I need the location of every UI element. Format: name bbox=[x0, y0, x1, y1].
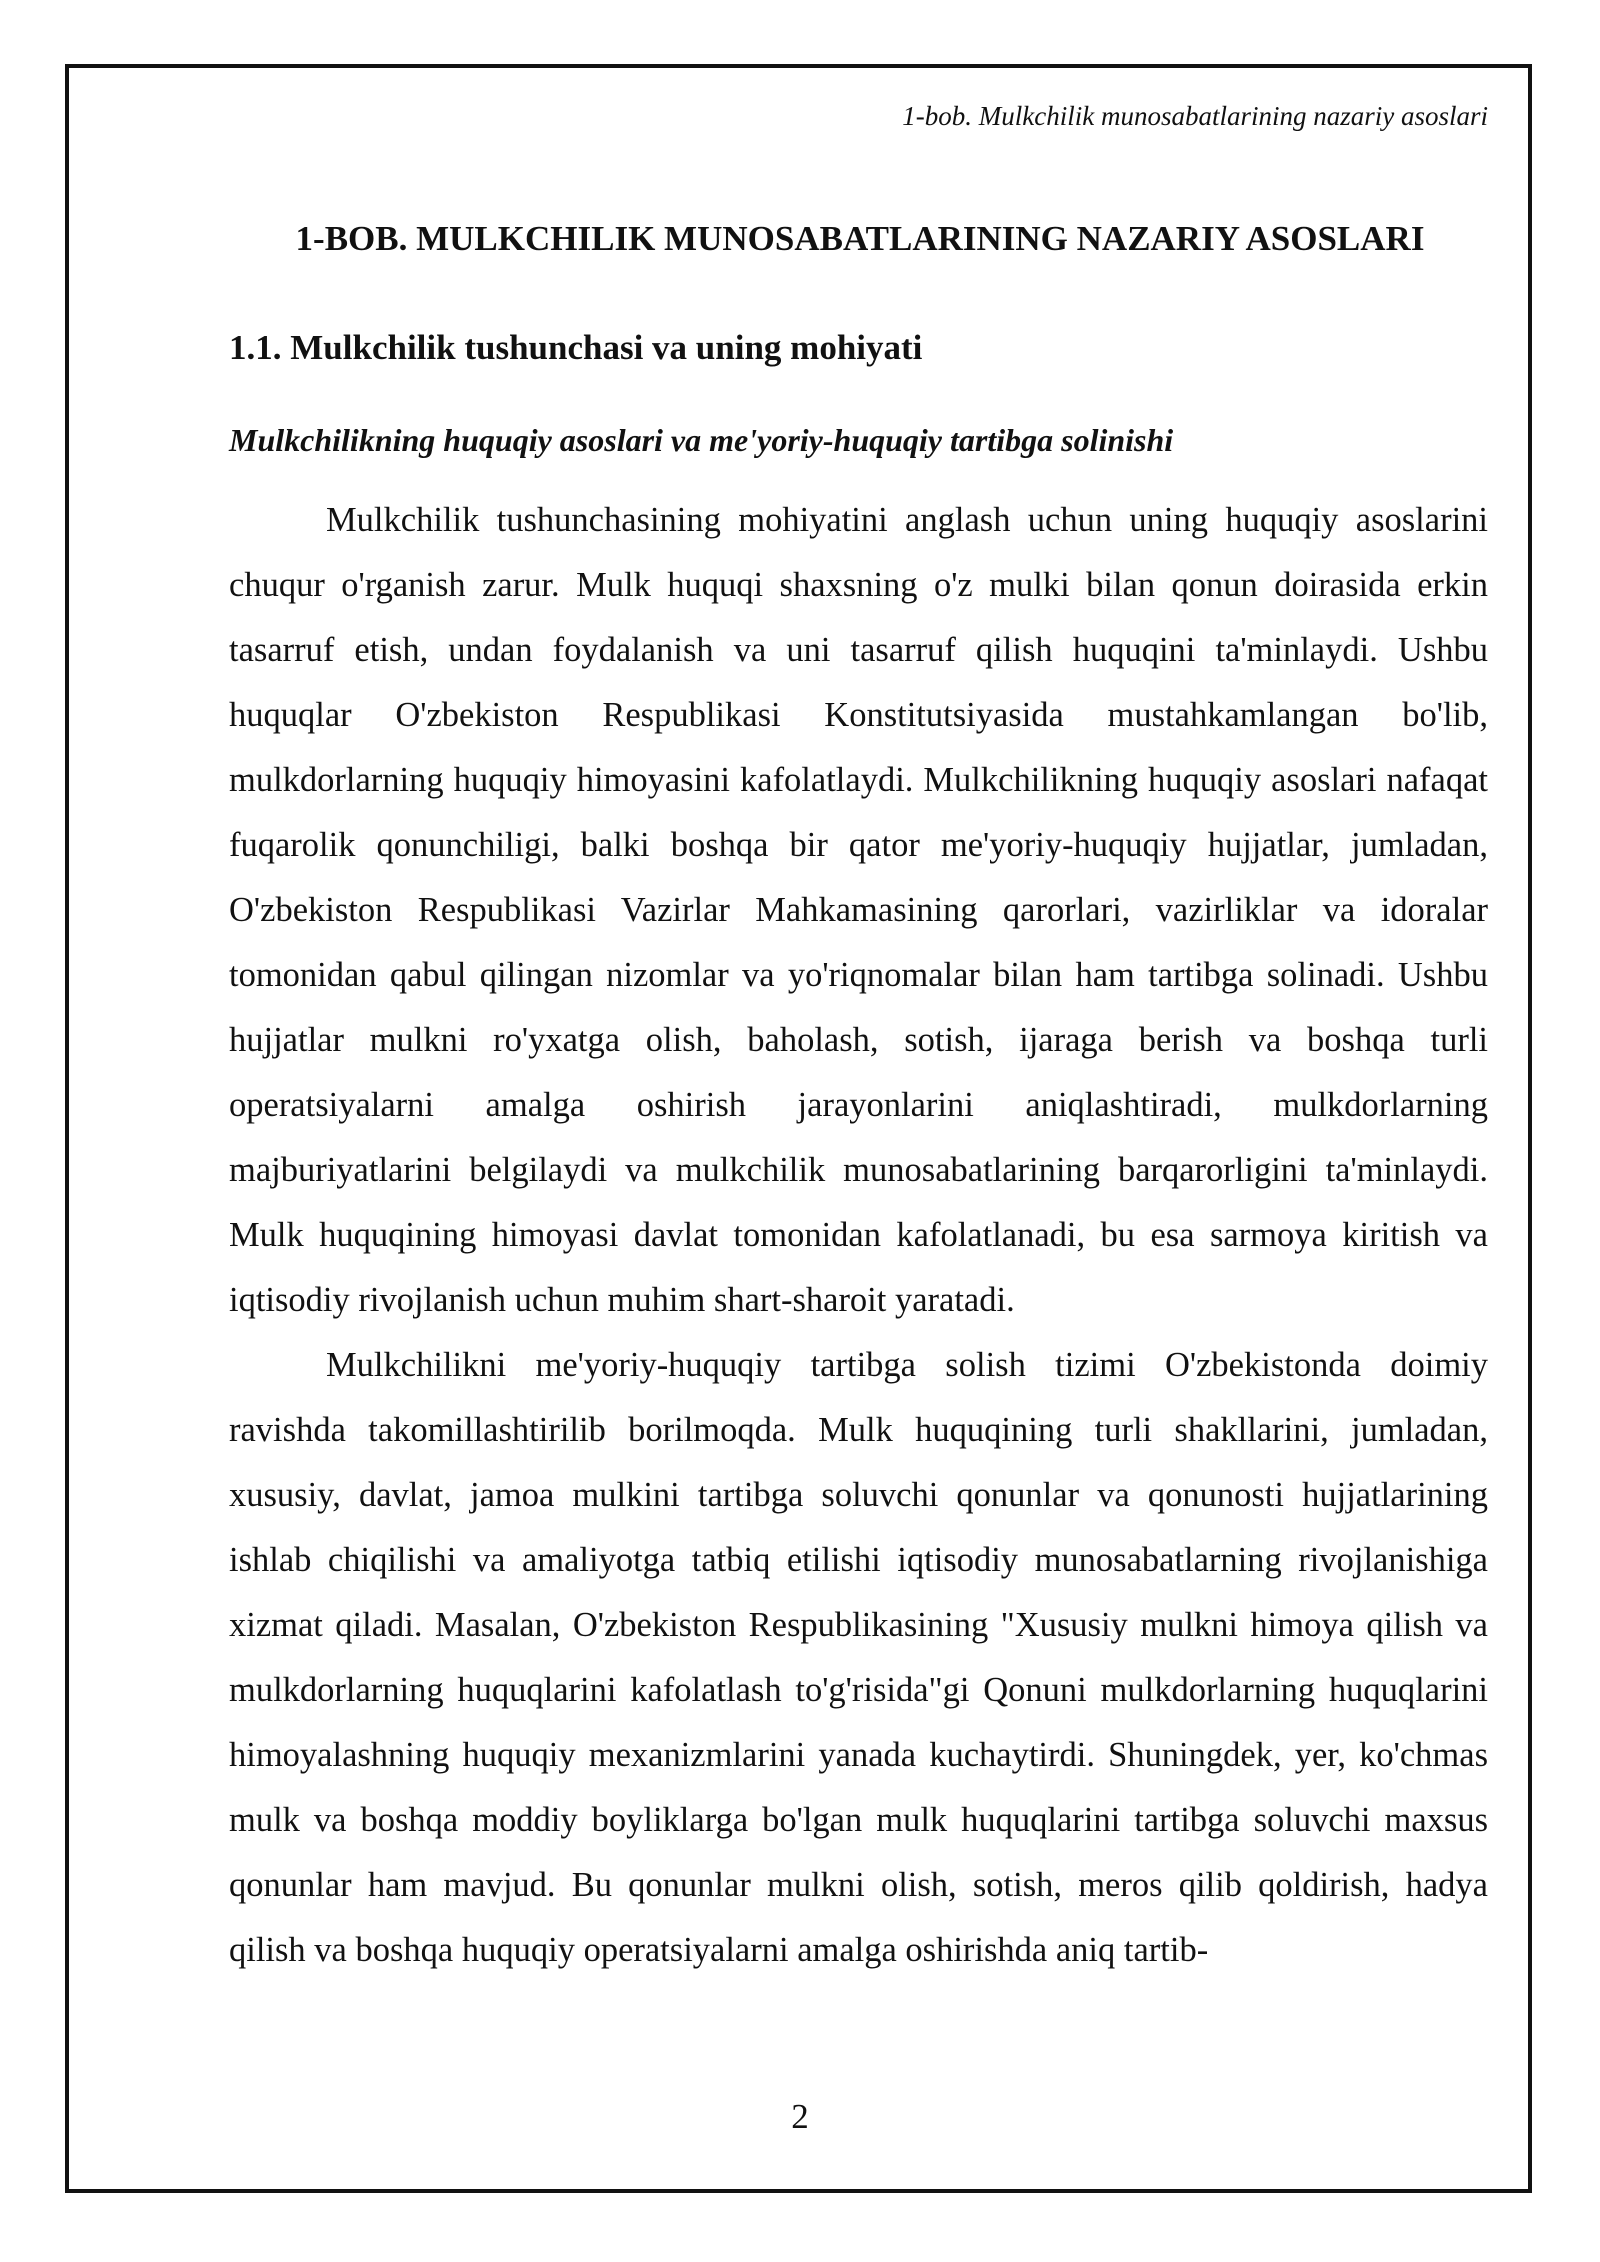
page-number: 2 bbox=[791, 2097, 809, 2136]
body-text bbox=[229, 488, 1488, 1983]
paragraph-2: Mulkchilikni me'yoriy-huquqiy tartibga solish tizimi O'zbekistonda doimiy ravishda takomillashtirilib borilmoqda. Mulk huquqining turli shakllarini, jumladan, xususiy, davlat, jamoa mulkini tartibga soluvchi qonunlar va qonunosti hujjatlarining ishlab chiqilishi va amaliyotga tatbiq etilishi iqtisodiy munosabatlarning rivojlanishiga xizmat qiladi. Masalan, O'zbekiston Respublikasining "Xususiy mulkni himoya qilish va mulkdorlarning huquqlarini kafolatlash to'g'risida"gi Qonuni mulkdorlarning huquqlarini himoyalashning huquqiy mexanizmlarini yanada kuchaytirdi. Shuningdek, yer, ko'chmas mulk va boshqa moddiy boyliklarga bo'lgan mulk huquqlarini tartibga soluvchi maxsus qonunlar ham mavjud. Bu qonunlar mulkni olish, sotish, meros qilib qoldirish, hadya qilish va boshqa huquqiy operatsiyalarni amalga oshirishda aniq tartib- bbox=[229, 1346, 1488, 1969]
subsection-title: Mulkchilikning huquqiy asoslari va me'yoriy-huquqiy tartibga solinishi bbox=[229, 422, 1174, 458]
running-header: 1-bob. Mulkchilik munosabatlarining nazariy asoslari bbox=[902, 101, 1488, 131]
section-title: 1.1. Mulkchilik tushunchasi va uning mohiyati bbox=[229, 328, 923, 367]
paragraph-1: Mulkchilik tushunchasining mohiyatini anglash uchun uning huquqiy asoslarini chuqur o'rganish zarur. Mulk huquqi shaxsning o'z mulki bilan qonun doirasida erkin tasarruf etish, undan foydalanish va uni tasarruf qilish huquqini ta'minlaydi. Ushbu huquqlar O'zbekiston Respublikasi Konstitutsiyasida mustahkamlangan bo'lib, mulkdorlarning huquqiy himoyasini kafolatlaydi. Mulkchilikning huquqiy asoslari nafaqat fuqarolik qonunchiligi, balki boshqa bir qator me'yoriy-huquqiy hujjatlar, jumladan, O'zbekiston Respublikasi Vazirlar Mahkamasining qarorlari, vazirliklar va idoralar tomonidan qabul qilingan nizomlar va yo'riqnomalar bilan ham tartibga solinadi. Ushbu hujjatlar mulkni ro'yxatga olish, baholash, sotish, ijaraga berish va boshqa turli operatsiyalarni amalga oshirish jarayonlarini aniqlashtiradi, mulkdorlarning majburiyatlarini belgilaydi va mulkchilik munosabatlarining barqarorligini ta'minlaydi. Mulk huquqining himoyasi davlat tomonidan kafolatlanadi, bu esa sarmoya kiritish va iqtisodiy rivojlanish uchun muhim shart-sharoit yaratadi. bbox=[229, 501, 1488, 1319]
chapter-title: 1-BOB. MULKCHILIK MUNOSABATLARINING NAZARIY ASOSLARI bbox=[295, 219, 1425, 258]
